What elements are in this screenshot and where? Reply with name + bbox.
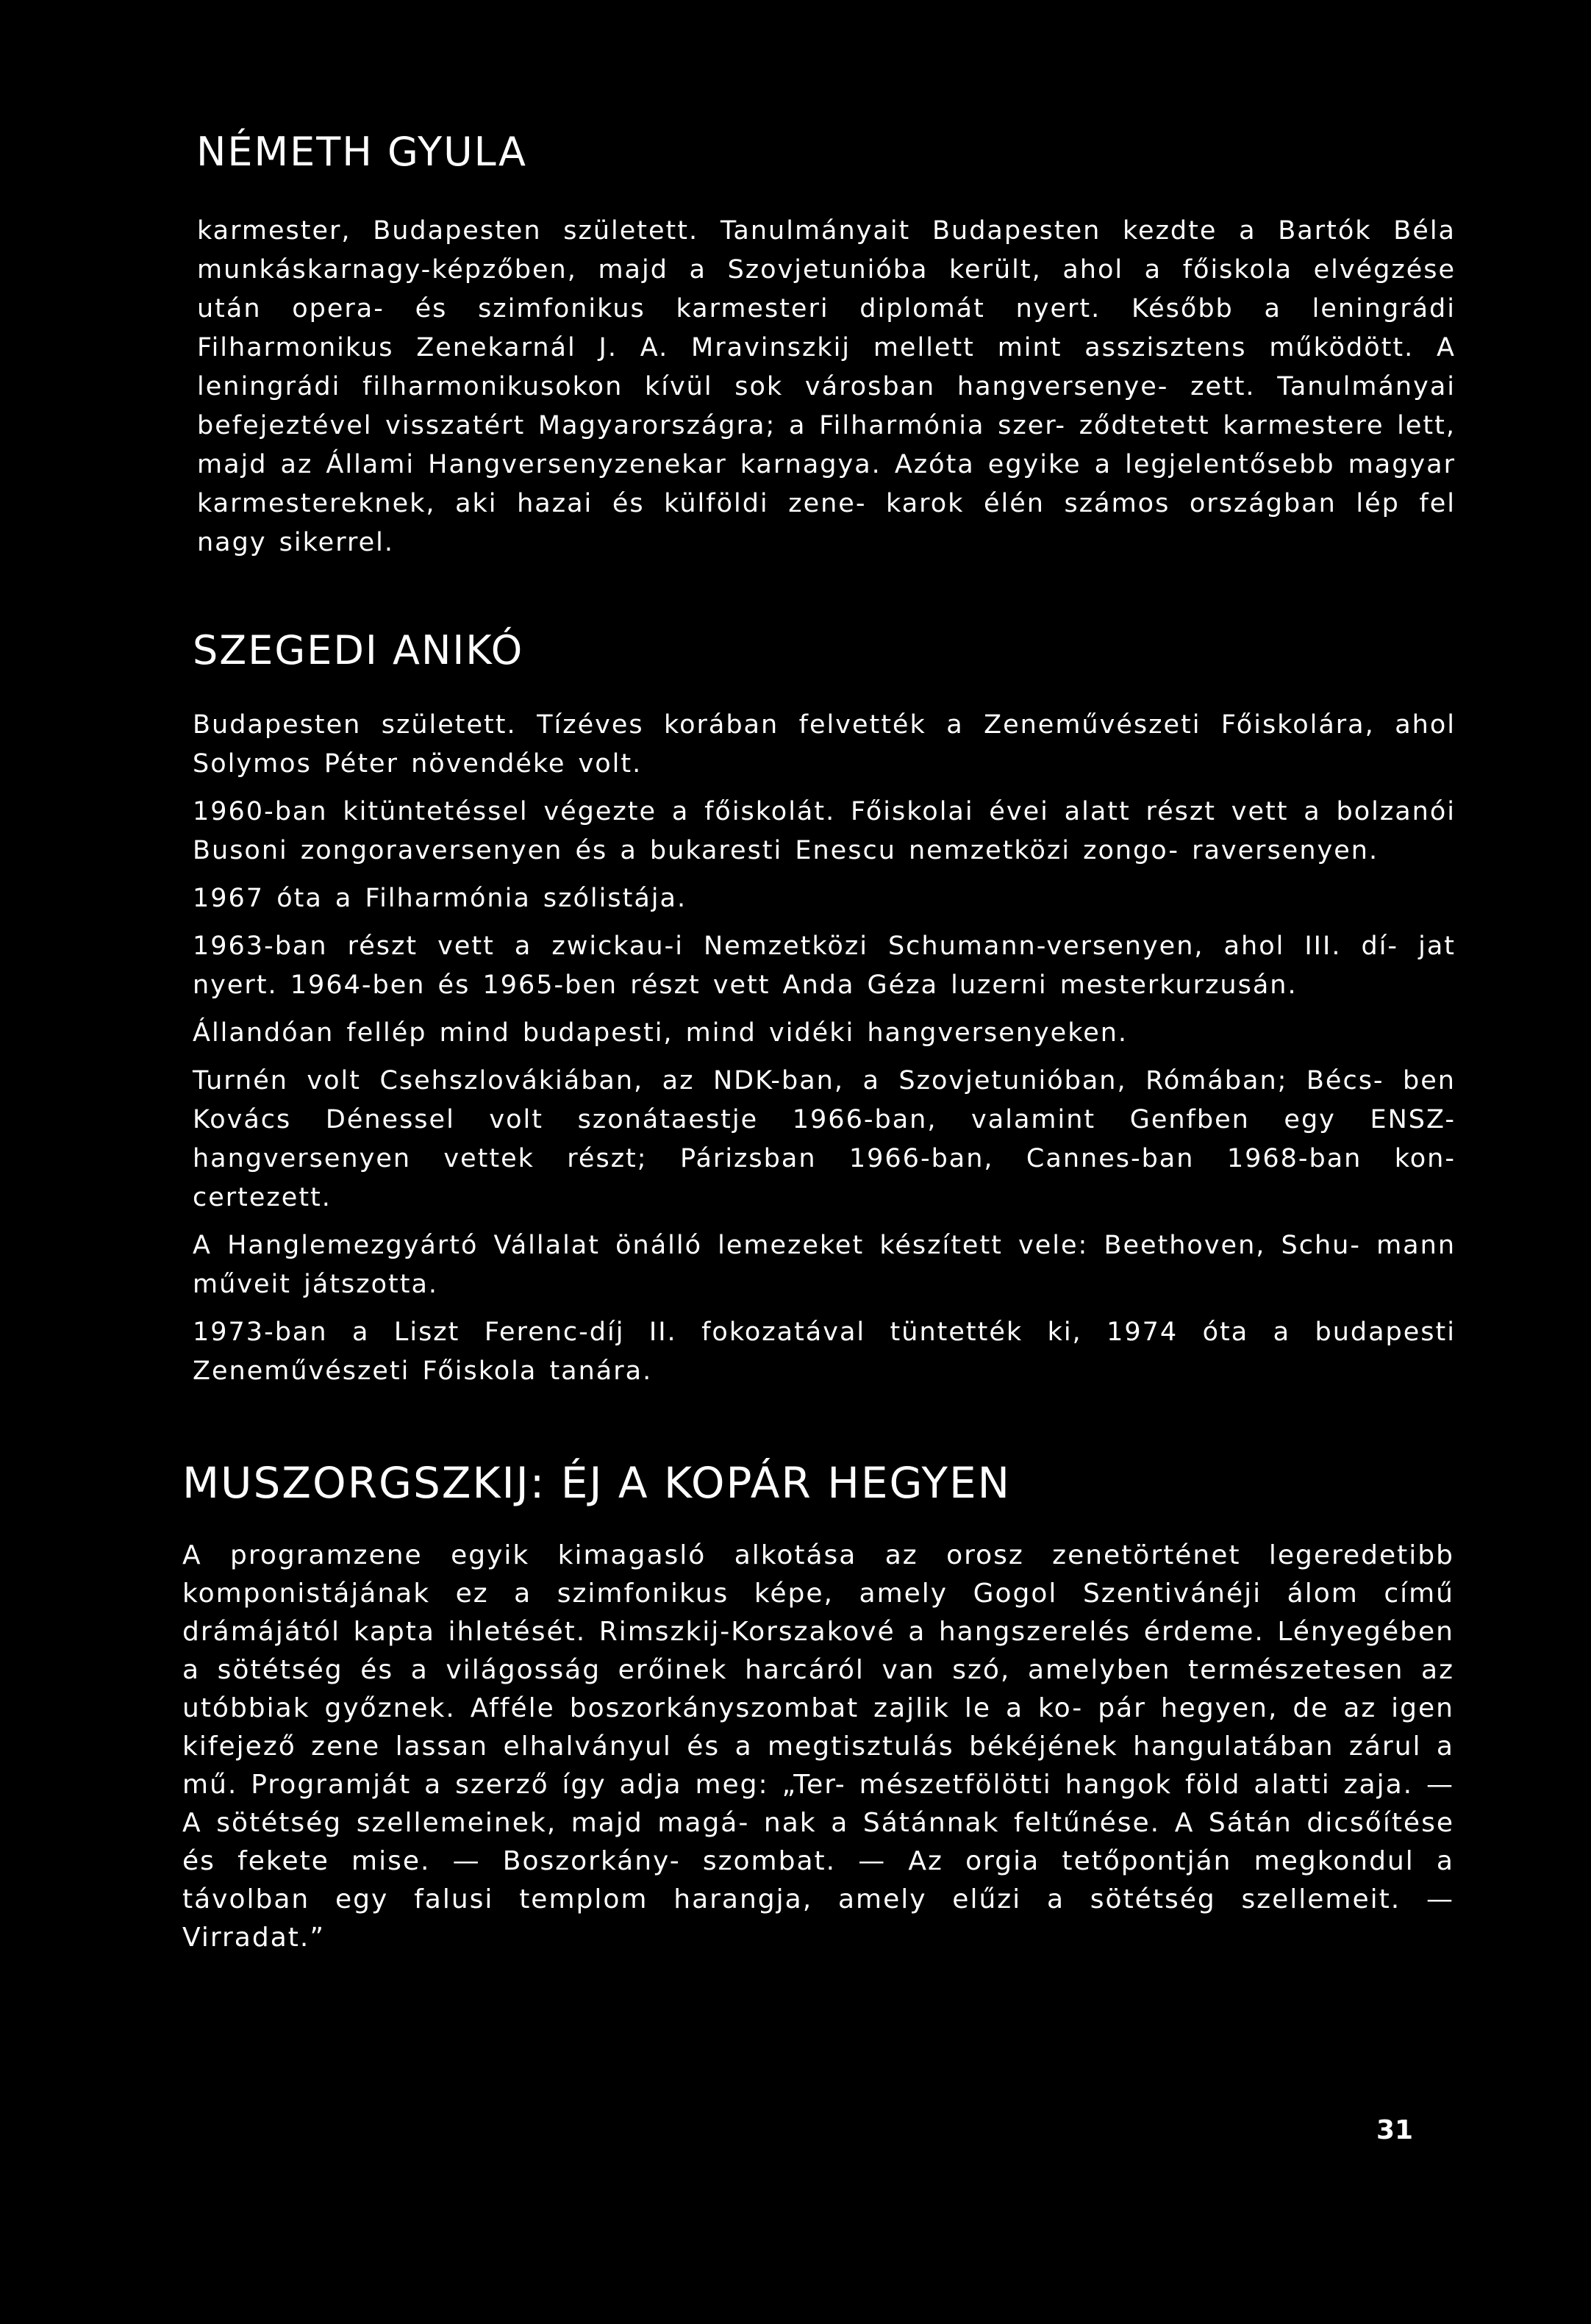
paragraph: Állandóan fellép mind budapesti, mind vidéki hangversenyeken. [193, 1018, 1129, 1048]
section-title-nemeth-gyula: NÉMETH GYULA [196, 129, 527, 175]
page-number: 31 [1376, 2115, 1414, 2145]
section-title-szegedi-aniko: SZEGEDI ANIKÓ [193, 627, 524, 673]
section-body-szegedi-aniko [193, 706, 1456, 1391]
paragraph: Budapesten született. Tízéves korában felvették a Zeneművészeti Főiskolára, ahol Solymos Péter növendéke volt. [193, 710, 1456, 779]
paragraph: 1960-ban kitüntetéssel végezte a főiskolát. Főiskolai évei alatt részt vett a bolzanói Busoni zongoraversenyen és a bukaresti Enescu nemzetközi zongo- raversenyen. [193, 797, 1456, 865]
section-body-nemeth-gyula: karmester, Budapesten született. Tanulmányait Budapesten kezdte a Bartók Béla munkáskarnagy-képzőben, majd a Szovjetunióba került, ahol a főiskola elvégzése után opera- és szimfonikus karmesteri diplomát nyert. Később a leningrádi Filharmonikus Zenekarnál J. A. Mravinszkij mellett mint asszisztens működött. A leningrádi filharmonikusokon kívül sok városban hangversenye- zett. Tanulmányai befejeztével visszatért Magyarországra; a Filharmónia szer- ződtetett karmestere lett, majd az Állami Hangversenyzenekar karnagya. Azóta egyike a legjelentősebb magyar karmestereknek, aki hazai és külföldi zene- karok élén számos országban lép fel nagy sikerrel. [197, 216, 1456, 557]
paragraph: 1967 óta a Filharmónia szólistája. [193, 884, 687, 913]
section-body-muszorgszkij: A programzene egyik kimagasló alkotása az orosz zenetörténet legeredetibb komponistájának ez a szimfonikus képe, amely Gogol Szentivánéji álom című drámájától kapta ihletését. Rimszkij-Korszakové a hangszerelés érdeme. Lényegében a sötétség és a világosság erőinek harcáról van szó, amelyben természetesen az utóbbiak győznek. Afféle boszorkányszombat zajlik le a ko- pár hegyen, de az igen kifejező zene lassan elhalványul és a megtisztulás békéjének hangulatában zárul a mű. Programját a szerző így adja meg: „Ter- mészetfölötti hangok föld alatti zaja. — A sötétség szellemeinek, majd magá- nak a Sátánnak feltűnése. A Sátán dicsőítése és fekete mise. — Boszorkány- szombat. — Az orgia tetőpontján megkondul a távolban egy falusi templom harangja, amely elűzi a sötétség szellemeit. — Virradat.” [182, 1540, 1454, 1953]
paragraph: 1973-ban a Liszt Ferenc-díj II. fokozatával tüntették ki, 1974 óta a budapesti Zeneművészeti Főiskola tanára. [193, 1317, 1456, 1386]
section-title-muszorgszkij: MUSZORGSZKIJ: ÉJ A KOPÁR HEGYEN [182, 1458, 1011, 1508]
paragraph: A Hanglemezgyártó Vállalat önálló lemezeket készített vele: Beethoven, Schu- mann műveit játszotta. [193, 1231, 1456, 1299]
paragraph: 1963-ban részt vett a zwickau-i Nemzetközi Schumann-versenyen, ahol III. dí- jat nyert. 1964-ben és 1965-ben részt vett Anda Géza luzerni mesterkurzusán. [193, 932, 1456, 1000]
paragraph: Turnén volt Csehszlovákiában, az NDK-ban, a Szovjetunióban, Rómában; Bécs- ben Kovács Dénessel volt szonátaestje 1966-ban, valamint Genfben egy ENSZ- hangversenyen vettek részt; Párizsban 1966-ban, Cannes-ban 1968-ban kon- certezett. [193, 1066, 1456, 1212]
